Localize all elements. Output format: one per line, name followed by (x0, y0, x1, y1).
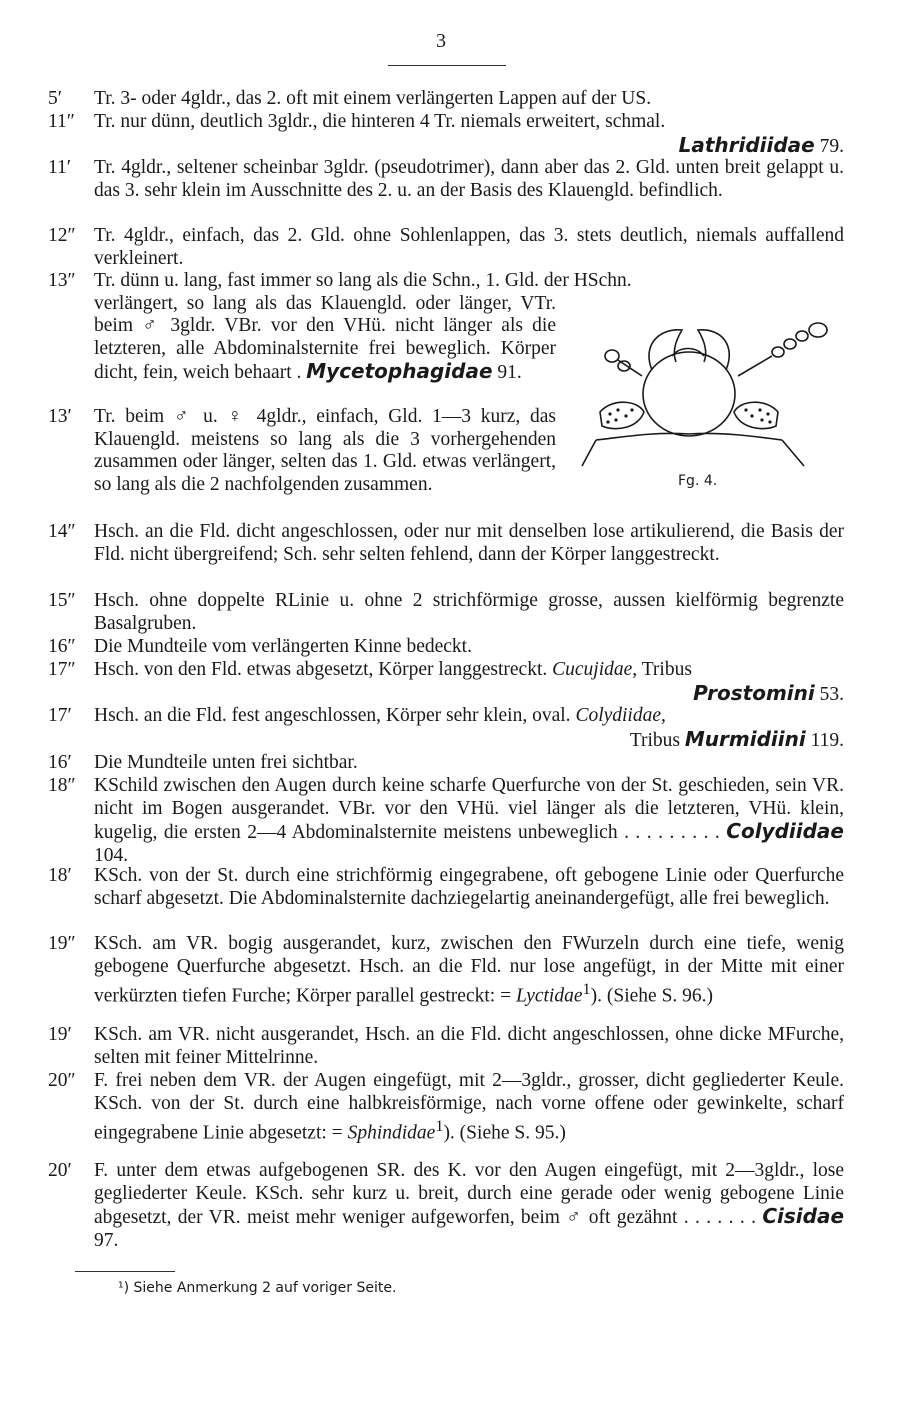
entry-text: Hsch. an die Fld. fest angeschlossen, Körper sehr klein, oval. (94, 705, 571, 726)
see-reference: ). (Siehe S. 95.) (443, 1122, 566, 1144)
footnote-text: Siehe Anmerkung 2 auf voriger Seite. (133, 1280, 397, 1296)
entry-text: Tr. 4gldr., einfach, das 2. Gld. ohne Sohlenlappen, das 3. stets deutlich, niemals auffallend verkleinert. (94, 225, 844, 269)
family-name: Cisidae (762, 1204, 845, 1229)
entry-text: verlängert, so lang als das Klauengld. oder länger, VTr. beim ♂ 3gldr. VBr. vor den VHü. nicht länger als die letzteren, alle Abdominalsternite frei beweglich. Körper dicht, fein, weich behaart . (94, 292, 556, 384)
key-entry (48, 590, 844, 635)
page-reference: 53. (819, 683, 844, 705)
key-entry (48, 705, 844, 752)
page-reference: 104. (94, 844, 129, 866)
entry-text: Hsch. von den Fld. etwas abgesetzt, Körper langgestreckt. (94, 659, 548, 680)
family-name-italic: Lyctidae (515, 985, 583, 1007)
page-reference: 79. (819, 135, 844, 157)
key-entry (48, 865, 844, 910)
leader-dots: . . . . . . . (683, 1207, 756, 1229)
entry-number: 18′ (48, 865, 72, 886)
entry-text: F. unter dem etwas aufgebogenen SR. des K. vor den Augen eingefügt, mit 2—3gldr., lose gegliederter Keule. KSch. sehr kurz u. breit, durch eine gerade oder wenig gebogene Linie abgesetzt, der VR. meist mehr weniger aufgeworfen, beim ♂ oft gezähnt (94, 1160, 844, 1229)
entry-text: Tr. 4gldr., seltener scheinbar 3gldr. (pseudotrimer), dann aber das 2. Gld. unten breit gelappt u. das 3. sehr klein im Ausschnitte des 2. u. an der Basis des Klauengld. befindlich. (94, 157, 844, 201)
entry-number: 14″ (48, 521, 76, 542)
key-entry (48, 88, 844, 111)
family-name: Murmidiini (684, 726, 806, 751)
key-entry (48, 636, 844, 659)
entry-text: KSchild zwischen den Augen durch keine scharfe Querfurche von der St. geschieden, sein VR. nicht im Bogen ausgerandet. VBr. vor den VHü. viel länger als die letzteren, VHü. klein, kugelig, die ersten 2—4 Abdominalsternite meistens unbeweglich (94, 775, 844, 844)
key-entry (48, 111, 844, 158)
key-entry (48, 659, 844, 706)
entry-number: 13″ (48, 270, 76, 291)
page-reference: 97. (94, 1229, 119, 1251)
family-name: Colydiidae (726, 819, 844, 844)
key-entry (48, 157, 844, 202)
entry-number: 20″ (48, 1070, 76, 1091)
page-reference: 119. (810, 729, 844, 751)
key-entry (48, 521, 844, 566)
see-reference: ). (Siehe S. 96.) (590, 985, 714, 1007)
entry-number: 13′ (48, 406, 72, 427)
entry-number: 16″ (48, 636, 76, 657)
key-entry (48, 225, 844, 270)
footnote-mark: 1 (582, 980, 591, 999)
family-name-italic: Cucujidae, (552, 659, 638, 680)
entry-text: Tr. beim ♂ u. ♀ 4gldr., einfach, Gld. 1—3 kurz, das Klauengld. meistens so lang als die 3 vorhergehenden zusammen oder länger, selten das 1. Gld. etwas verlängert, so lang als die 2 nachfolgenden zusammen. (94, 406, 556, 495)
entry-number: 12″ (48, 225, 76, 246)
entry-text: Hsch. ohne doppelte RLinie u. ohne 2 strichförmige grosse, aussen kielförmig begrenzte Basalgruben. (94, 590, 844, 634)
entry-number: 5′ (48, 88, 63, 109)
footnote-mark: 1 (435, 1117, 444, 1136)
entry-text: F. frei neben dem VR. der Augen eingefügt, mit 2—3gldr., grosser, dicht gegliederter Keule. KSch. von der St. durch eine halbkreisförmige, nach vorne offene oder gewinkelte, scharf eingegrabene Linie abgesetzt: = (94, 1070, 844, 1144)
tribus-label: Tribus (641, 659, 692, 680)
footnote (118, 1280, 396, 1296)
entry-text: Tr. 3- oder 4gldr., das 2. oft mit einem verlängerten Lappen auf der US. (94, 88, 652, 109)
page-reference: 91. (497, 362, 522, 384)
key-entry (48, 1024, 844, 1069)
key-entry (48, 775, 844, 867)
family-name: Mycetophagidae (306, 359, 493, 384)
entry-number: 20′ (48, 1160, 72, 1181)
footnote-rule (75, 1271, 175, 1272)
entry-text: KSch. am VR. bogig ausgerandet, kurz, zwischen den FWurzeln durch eine tiefe, wenig gebogene Querfurche abgesetzt. Hsch. an die Fld. nur lose angefügt, in der Mitte mit einer verkürzten tiefen Furche; Körper parallel gestreckt: = (94, 933, 844, 1007)
figure-label: Fg. 4. (678, 473, 718, 489)
key-entry (48, 752, 844, 775)
leader-dots: . . . . . . . . . (624, 822, 720, 844)
header-rule (388, 65, 506, 66)
key-entry (48, 933, 844, 1008)
key-entry (48, 1070, 844, 1145)
entry-number: 19″ (48, 933, 76, 954)
family-name-italic: Sphindidae (347, 1122, 436, 1144)
footnote-marker: ¹) (118, 1280, 130, 1296)
entry-number: 15″ (48, 590, 76, 611)
entry-text: Hsch. an die Fld. dicht angeschlossen, oder nur mit denselben lose artikulierend, die Basis der Fld. nicht übergreifend; Sch. sehr selten fehlend, dann der Körper langgestreckt. (94, 521, 844, 565)
entry-number: 11′ (48, 157, 72, 178)
entry-number: 17′ (48, 705, 72, 726)
entry-text: KSch. am VR. nicht ausgerandet, Hsch. an die Fld. dicht angeschlossen, ohne dicke MFurche, selten mit feiner Mittelrinne. (94, 1024, 844, 1068)
entry-text: KSch. von der St. durch eine strichförmig eingegrabene, oft gebogene Linie oder Querfurche scharf abgesetzt. Die Abdominalsternite dachziegelartig aneinandergefügt, alle frei beweglich. (94, 865, 844, 909)
entry-text: Tr. nur dünn, deutlich 3gldr., die hinteren 4 Tr. niemals erweitert, schmal. (94, 111, 666, 132)
entry-number: 17″ (48, 659, 76, 680)
entry-number: 16′ (48, 752, 72, 773)
family-name-italic: Colydiidae, (575, 705, 666, 726)
entry-text: Die Mundteile vom verlängerten Kinne bedeckt. (94, 636, 472, 657)
tribus-label: Tribus (629, 729, 681, 751)
entry-number: 18″ (48, 775, 76, 796)
entry-text: Die Mundteile unten frei sichtbar. (94, 752, 358, 773)
entry-number: 19′ (48, 1024, 72, 1045)
entry-number: 11″ (48, 111, 75, 132)
family-name: Prostomini (693, 680, 815, 705)
page-number: 3 (436, 30, 446, 52)
key-entry (48, 1160, 844, 1252)
beetle-head-figure (572, 316, 844, 496)
entry-text-first-line: Tr. dünn u. lang, fast immer so lang als die Schn., 1. Gld. der HSchn. (94, 270, 632, 291)
family-name: Lathridiidae (678, 132, 815, 157)
